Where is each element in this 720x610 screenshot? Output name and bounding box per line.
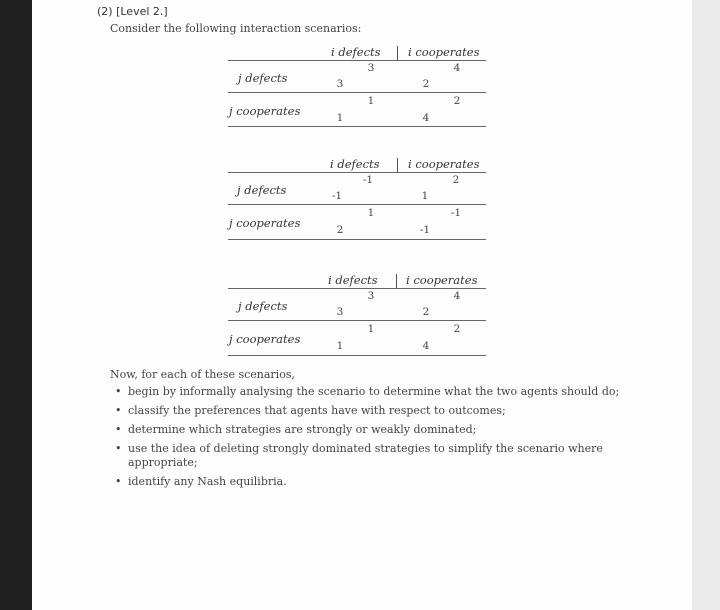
payoff-j: 3	[336, 78, 344, 90]
payoff-i: 2	[453, 323, 461, 335]
payoff-i: 4	[453, 62, 461, 74]
matrix-rule	[228, 60, 486, 61]
payoff-j: 4	[422, 340, 430, 352]
task-item: • classify the preferences that agents have with respect to outcomes;	[110, 404, 630, 418]
payoff-i: 1	[367, 95, 375, 107]
payoff-i: -1	[362, 174, 374, 186]
payoff-j: 2	[336, 224, 344, 236]
payoff-j: 2	[422, 306, 430, 318]
payoff-j: 4	[422, 112, 430, 124]
left-dark-margin	[0, 0, 32, 610]
matrix-rule	[228, 126, 486, 127]
column-separator	[397, 158, 398, 172]
payoff-i: -1	[450, 207, 462, 219]
right-margin	[692, 0, 720, 610]
task-item: • use the idea of deleting strongly dominated strategies to simplify the scenario where appropriate;	[110, 442, 630, 470]
payoff-j: 1	[336, 112, 344, 124]
payoff-i: 4	[453, 290, 461, 302]
col-header-i-cooperates: i cooperates	[406, 273, 478, 287]
payoff-i: 3	[367, 62, 375, 74]
matrix-rule	[228, 204, 486, 205]
payoff-i: 3	[367, 290, 375, 302]
col-header-i-cooperates: i cooperates	[408, 45, 480, 59]
task-item: • identify any Nash equilibria.	[110, 475, 630, 489]
column-separator	[396, 274, 397, 288]
matrix-rule	[228, 288, 486, 289]
task-item: • begin by informally analysing the scenario to determine what the two agents should do;	[110, 385, 630, 399]
matrix-rule	[228, 239, 486, 240]
row-header-j-cooperates: j cooperates	[229, 332, 301, 346]
payoff-i: 1	[367, 323, 375, 335]
row-header-j-defects: j defects	[238, 71, 288, 85]
row-header-j-cooperates: j cooperates	[229, 216, 301, 230]
task-item: • determine which strategies are strongly or weakly dominated;	[110, 423, 630, 437]
intro-text: Consider the following interaction scenarios:	[110, 22, 362, 35]
question-header: (2) [Level 2.]	[97, 5, 168, 18]
payoff-j: 2	[422, 78, 430, 90]
matrix-rule	[228, 172, 486, 173]
payoff-j: 3	[336, 306, 344, 318]
matrix-rule	[228, 320, 486, 321]
col-header-i-cooperates: i cooperates	[408, 157, 480, 171]
payoff-j: 1	[336, 340, 344, 352]
payoff-j: -1	[419, 224, 431, 236]
matrix-rule	[228, 92, 486, 93]
task-list	[110, 385, 630, 494]
column-separator	[397, 46, 398, 60]
instructions-lead: Now, for each of these scenarios,	[110, 368, 295, 381]
row-header-j-defects: j defects	[238, 299, 288, 313]
col-header-i-defects: i defects	[328, 273, 378, 287]
payoff-i: 2	[453, 95, 461, 107]
payoff-j: 1	[421, 190, 429, 202]
matrix-rule	[228, 355, 486, 356]
payoff-i: 1	[367, 207, 375, 219]
row-header-j-defects: j defects	[237, 183, 287, 197]
row-header-j-cooperates: j cooperates	[229, 104, 301, 118]
col-header-i-defects: i defects	[331, 45, 381, 59]
payoff-j: -1	[331, 190, 343, 202]
col-header-i-defects: i defects	[330, 157, 380, 171]
payoff-i: 2	[452, 174, 460, 186]
